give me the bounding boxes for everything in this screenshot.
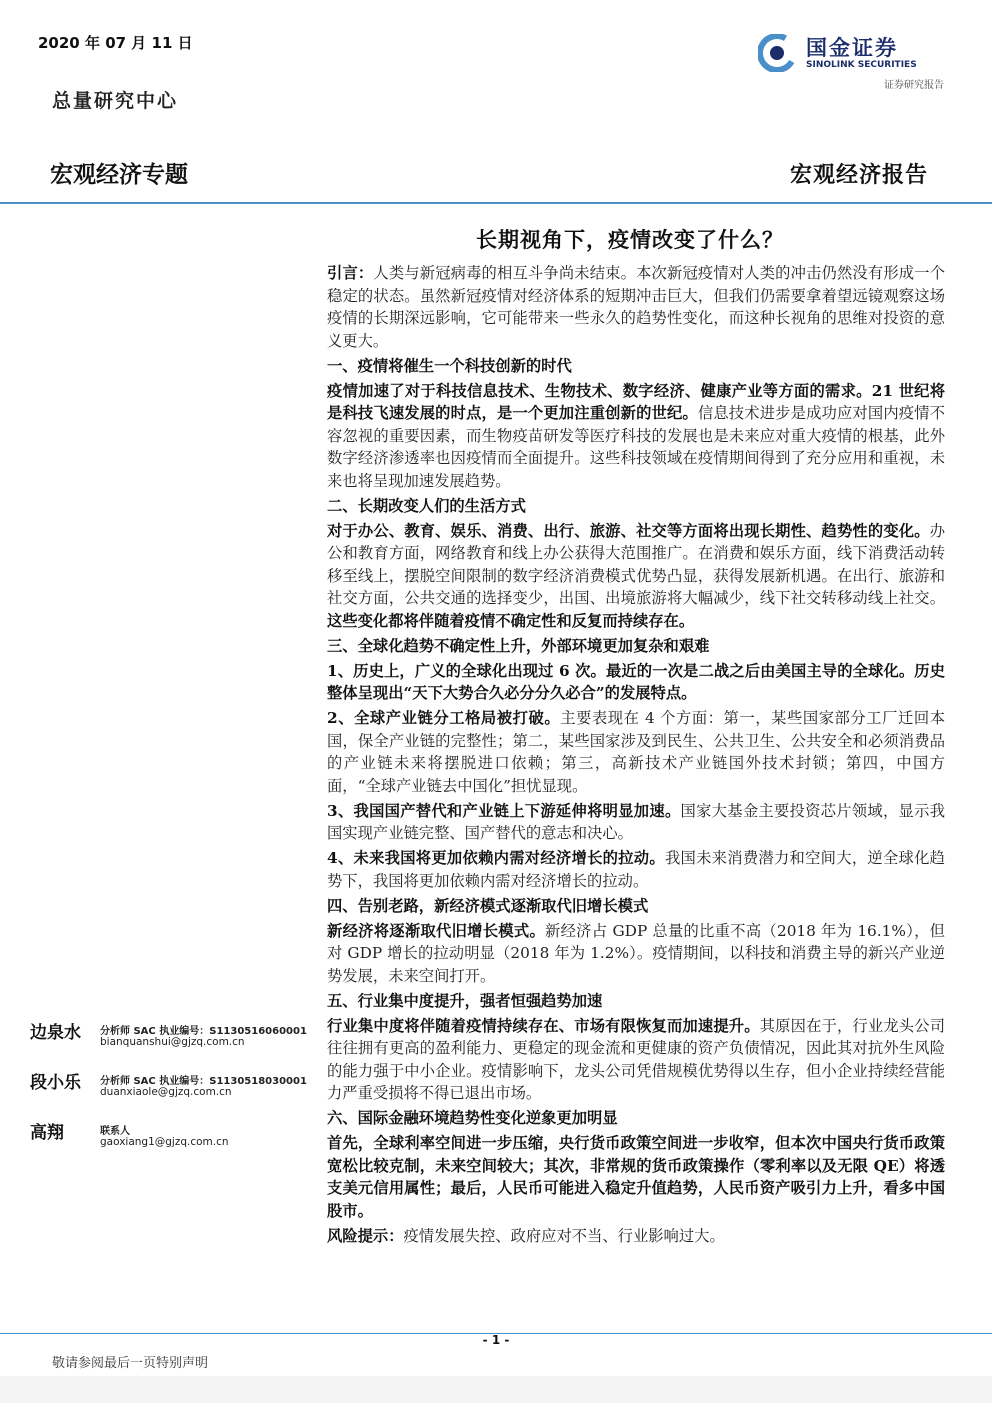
page-number: - 1 - <box>482 1333 510 1347</box>
author-entry <box>30 1118 310 1166</box>
company-logo <box>758 30 948 90</box>
author-email[interactable]: duanxiaole@gjzq.com.cn <box>100 1086 232 1098</box>
section-3-point-4-lead: 4、未来我国将更加依赖内需对经济增长的拉动。 <box>327 849 665 867</box>
section-3-point-3-text: 国家大基金主要投资芯片领域，显示我国实现产业链完整、国产替代的意志和决心。 <box>327 801 945 842</box>
section-heading-6: 六、国际金融环境趋势性变化逆象更加明显 <box>327 1109 618 1127</box>
section-4-paragraph <box>327 920 945 988</box>
research-center: 总量研究中心 <box>52 90 179 112</box>
section-3-point-2-text: 主要表现在 4 个方面：第一，某些国家部分工厂迁回本国，保全产业链的完整性；第二，某些国家涉及到民生、公共卫生、公共安全和必须消费品的产业链未来将摆脱进口依赖；第三，高新技术产业链国外技术封锁；第四，中国方面，“全球产业链去中国化”担忧显现。 <box>327 709 945 795</box>
logo-subtitle: 证券研究报告 <box>884 80 944 91</box>
author-role: 分析师 SAC 执业编号：S1130516060001 <box>100 1026 307 1037</box>
header-divider <box>0 202 992 204</box>
author-name: 高翔 <box>30 1123 64 1143</box>
section-4-text: 新经济占 GDP 总量的比重不高（2018 年为 16.1%），但对 GDP 增长的拉动明显（2018 年为 1.2%）。疫情期间，以科技和消费主导的新兴产业逆势发展，未来空间打开。 <box>327 921 945 985</box>
logo-name-en: SINOLINK SECURITIES <box>806 60 917 70</box>
report-type: 宏观经济报告 <box>789 162 928 188</box>
section-3-point-3-lead: 3、我国国产替代和产业链上下游延伸将明显加速。 <box>327 801 681 820</box>
author-entry <box>30 1018 310 1066</box>
intro-text: 人类与新冠病毒的相互斗争尚未结束。本次新冠疫情对人类的冲击仍然没有形成一个稳定的状态。虽然新冠疫情对经济体系的短期冲击巨大，但我们仍需要拿着望远镜观察这场疫情的长期深远影响，它可能带来一些永久的趋势性变化，而这种长视角的思维对投资的意义更大。 <box>327 264 945 350</box>
footer-disclaimer: 敬请参阅最后一页特别声明 <box>52 1356 209 1371</box>
section-2-conclusion: 这些变化都将伴随着疫情不确定性和反复而持续存在。 <box>327 611 695 630</box>
bottom-band <box>0 1376 992 1403</box>
risk-label: 风险提示： <box>327 1226 404 1245</box>
intro-label: 引言： <box>327 264 374 282</box>
author-list <box>30 1018 310 1168</box>
author-role: 分析师 SAC 执业编号：S1130518030001 <box>100 1076 307 1087</box>
author-name: 段小乐 <box>30 1073 81 1093</box>
section-3-point-4-text: 我国未来消费潜力和空间大，逆全球化趋势下，我国将更加依赖内需对经济增长的拉动。 <box>327 849 945 890</box>
section-heading-1: 一、疫情将催生一个科技创新的时代 <box>327 356 572 375</box>
section-4-lead: 新经济将逐渐取代旧增长模式。 <box>327 921 546 940</box>
section-3-point-2 <box>327 707 945 797</box>
section-3-point-4 <box>327 847 945 892</box>
author-name: 边泉水 <box>30 1023 81 1043</box>
logo-name-cn: 国金证券 <box>806 36 898 60</box>
section-heading-4: 四、告别老路，新经济模式逐渐取代旧增长模式 <box>327 896 649 915</box>
report-body <box>327 262 945 1250</box>
section-3-point-1-text: 1、历史上，广义的全球化出现过 6 次。最近的一次是二战之后由美国主导的全球化。历史整体呈现出“天下大势合久必分分久必合”的发展特点。 <box>327 661 945 702</box>
section-heading-2: 二、长期改变人们的生活方式 <box>327 496 526 515</box>
risk-text: 疫情发展失控、政府应对不当、行业影响过大。 <box>403 1226 725 1245</box>
section-5-text: 其原因在于，行业龙头公司往往拥有更高的盈利能力、更稳定的现金流和更健康的资产负债情况，因此其对抗外生风险的能力强于中小企业。疫情影响下，龙头公司凭借规模优势得以生存，但小企业持续经营能力严重受损将不得已退出市场。 <box>327 1016 945 1102</box>
section-1-text: 信息技术进步是成功应对国内疫情不容忽视的重要因素，而生物疫苗研发等医疗科技的发展也是未来应对重大疫情的根基，此外数字经济渗透率也因疫情而全面提升。这些科技领域在疫情期间得到了充分应用和重视，未来也将呈现加速发展趋势。 <box>327 404 945 490</box>
section-1-paragraph <box>327 380 945 493</box>
section-3-point-2-lead: 2、全球产业链分工格局被打破。 <box>327 709 561 727</box>
section-2-text: 办公和教育方面，网络教育和线上办公获得大范围推广。在消费和娱乐方面，线下消费活动转移至线上，摆脱空间限制的数字经济消费模式优势凸显，获得发展新机遇。在出行、旅游和社交方面，公共交通的选择变少，出国、出境旅游将大幅减少，线下社交转移动线上社交。 <box>327 521 945 607</box>
section-2-paragraph <box>327 520 945 633</box>
section-3-point-3 <box>327 800 945 845</box>
risk-warning <box>327 1225 945 1248</box>
section-6-paragraph <box>327 1132 945 1222</box>
section-5-lead: 行业集中度将伴随着疫情持续存在、市场有限恢复而加速提升。 <box>327 1016 760 1035</box>
author-email[interactable]: gaoxiang1@gjzq.com.cn <box>100 1136 229 1148</box>
author-entry <box>30 1068 310 1116</box>
section-3-point-1 <box>327 660 945 705</box>
section-heading-3: 三、全球化趋势不确定性上升，外部环境更加复杂和艰难 <box>327 636 710 655</box>
intro-paragraph <box>327 262 945 352</box>
report-topic: 宏观经济专题 <box>50 162 188 188</box>
section-6-text: 首先，全球利率空间进一步压缩，央行货币政策空间进一步收窄，但本次中国央行货币政策宽松比较克制，未来空间较大；其次，非常规的货币政策操作（零利率以及无限 QE）将透支美元信用属性；最后，人民币可能进入稳定升值趋势，人民币资产吸引力上升，看多中国股市。 <box>327 1134 945 1220</box>
section-2-lead: 对于办公、教育、娱乐、消费、出行、旅游、社交等方面将出现长期性、趋势性的变化。 <box>327 521 930 540</box>
section-heading-5: 五、行业集中度提升，强者恒强趋势加速 <box>327 991 603 1010</box>
author-email[interactable]: bianquanshui@gjzq.com.cn <box>100 1036 245 1048</box>
report-date: 2020 年 07 月 11 日 <box>38 34 193 52</box>
section-5-paragraph <box>327 1015 945 1105</box>
report-title: 长期视角下，疫情改变了什么？ <box>476 227 784 252</box>
sinolink-logo-icon <box>758 34 796 72</box>
author-role: 联系人 <box>100 1126 130 1137</box>
section-1-lead: 疫情加速了对于科技信息技术、生物技术、数字经济、健康产业等方面的需求。21 世纪将是科技飞速发展的时点，是一个更加注重创新的世纪。 <box>327 381 945 422</box>
